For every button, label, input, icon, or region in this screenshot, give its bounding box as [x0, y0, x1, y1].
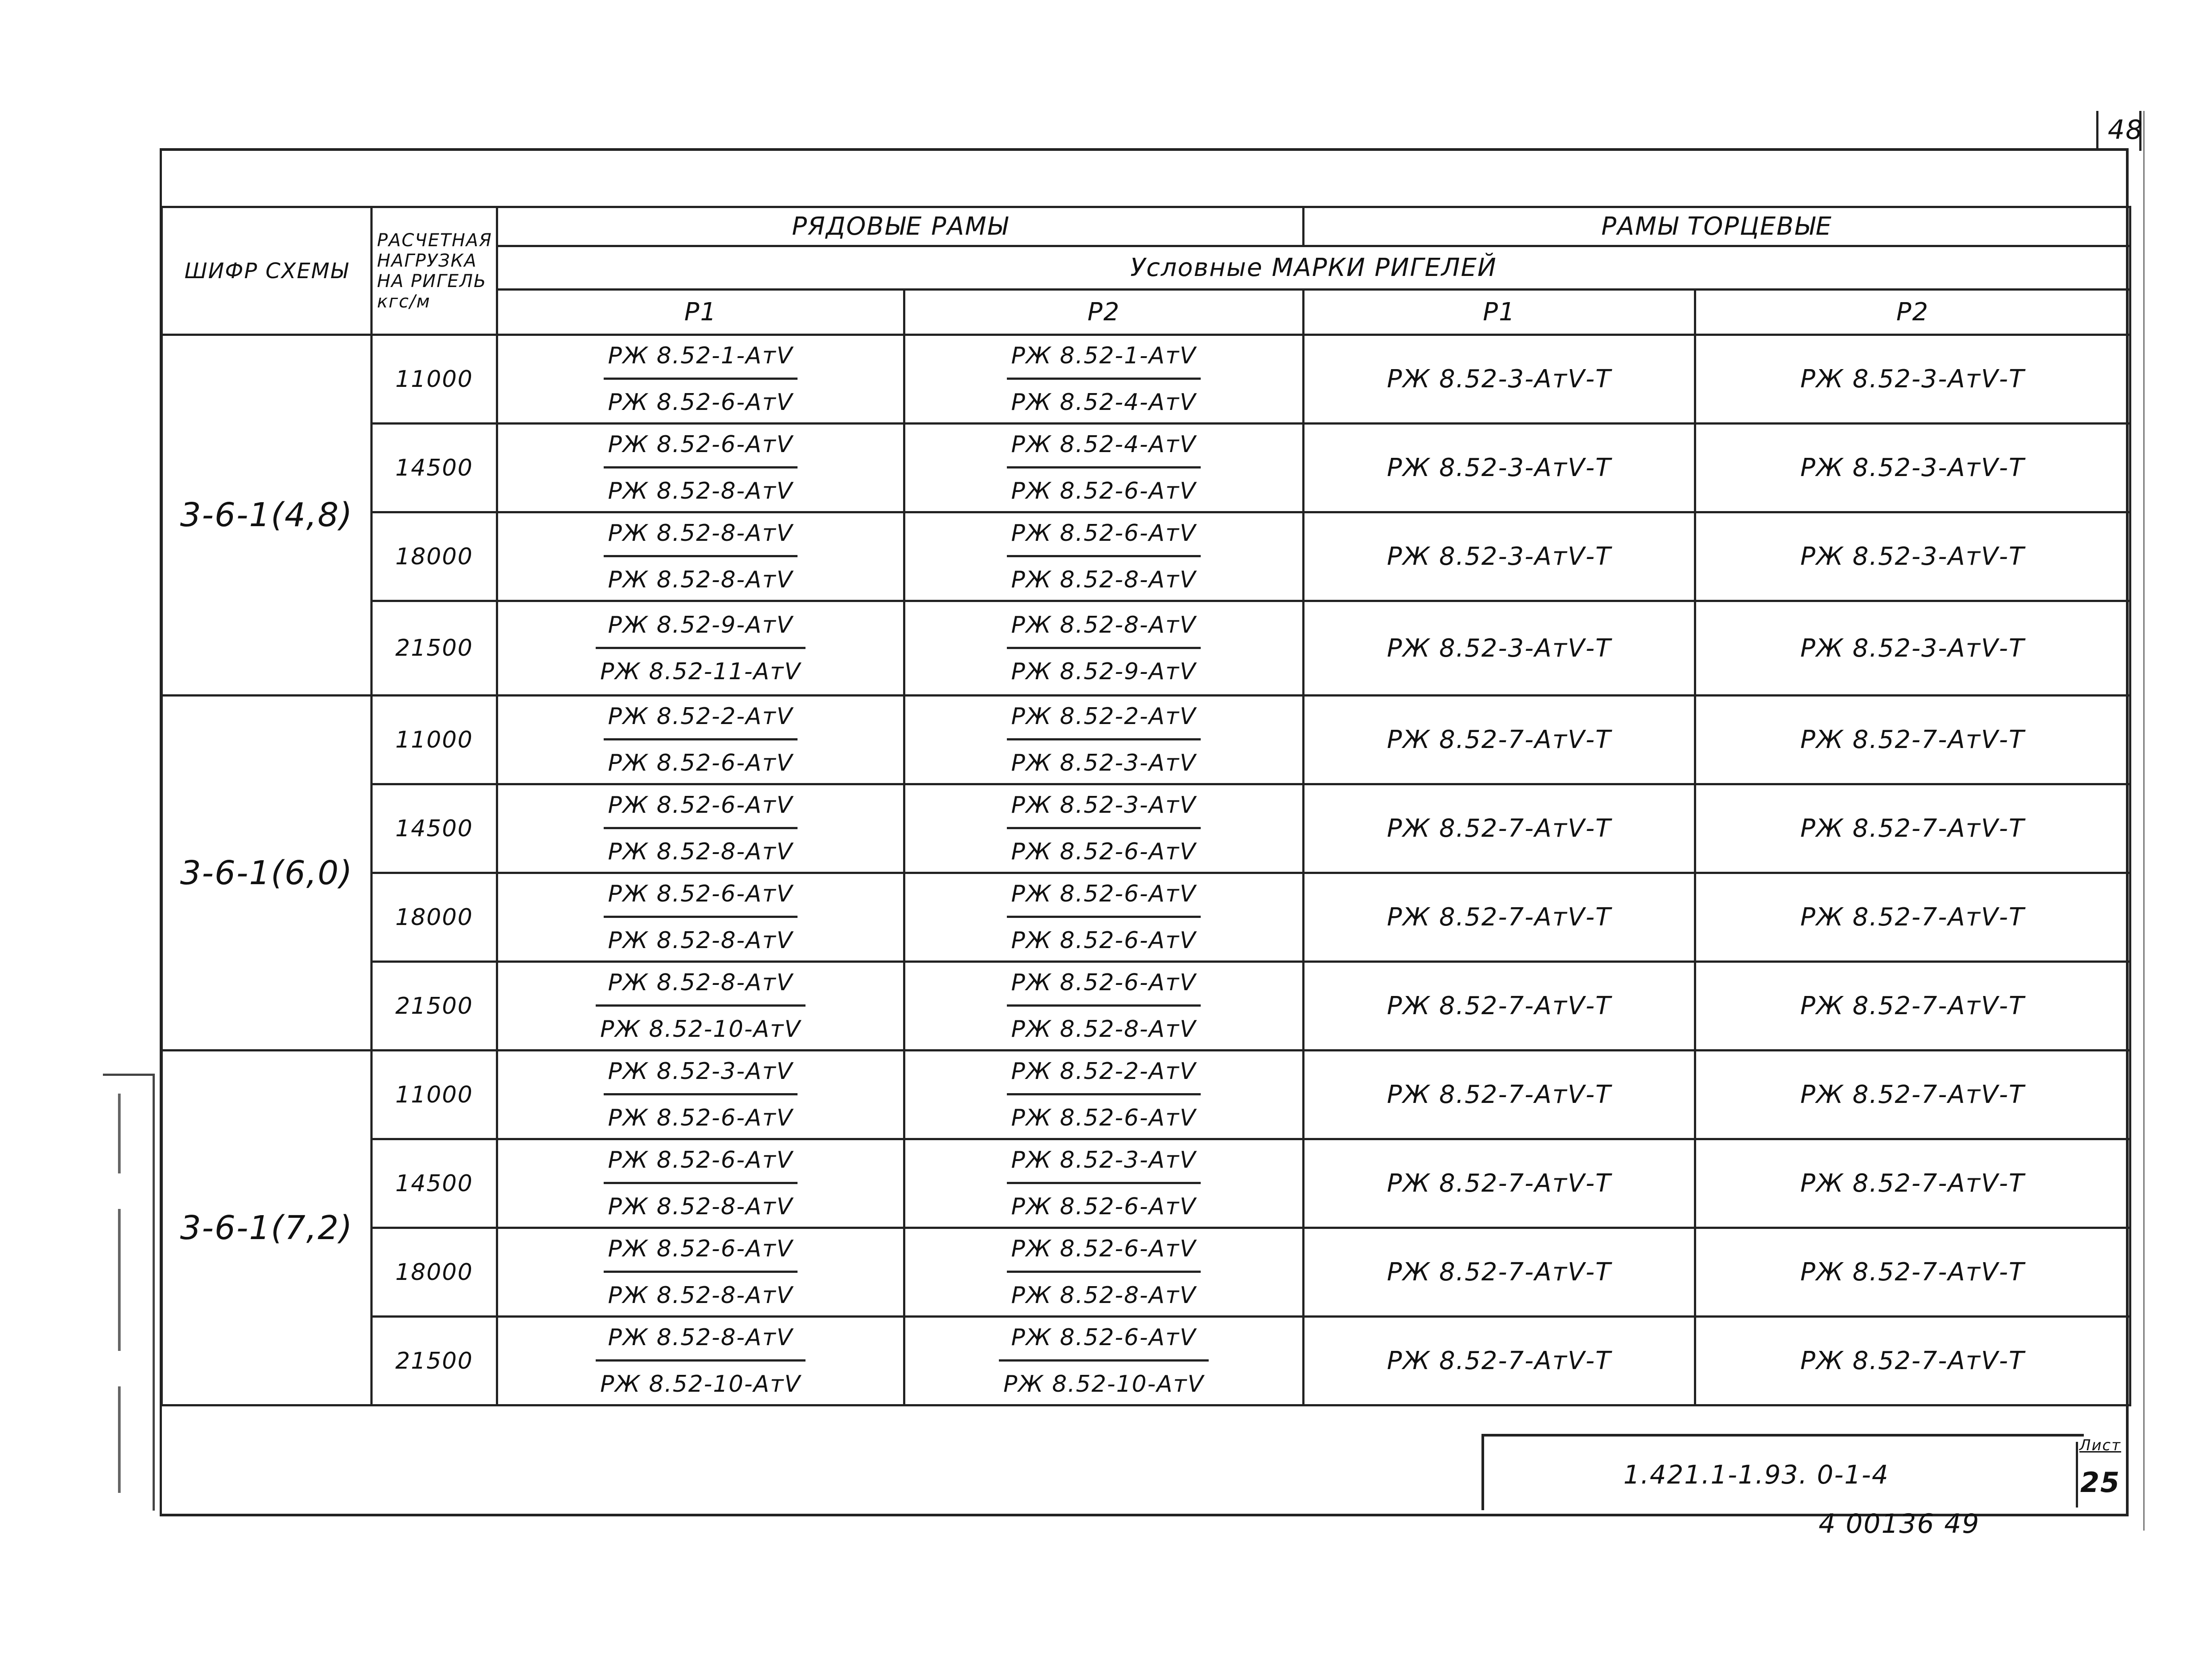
load-cell: 14500 [372, 1139, 497, 1228]
table-row [162, 512, 2130, 601]
girder-mark: РЖ 8.52-3-АтⅤ [1007, 785, 1201, 829]
girder-mark: РЖ 8.52-6-АтⅤ [1007, 1229, 1201, 1273]
load-cell: 11000 [372, 1051, 497, 1139]
row-p1-cell [497, 1139, 904, 1228]
load-cell: 21500 [372, 601, 497, 696]
girder-mark: РЖ 8.52-2-АтⅤ [1007, 1051, 1201, 1095]
page-edge-line [2143, 111, 2145, 1531]
girder-mark: РЖ 8.52-1-АтⅤ [1007, 336, 1201, 380]
load-cell: 18000 [372, 512, 497, 601]
girder-mark: РЖ 8.52-8-АтⅤ [1007, 605, 1201, 649]
end-p2-cell: РЖ 8.52-7-АтⅤ-Т [1695, 1317, 2130, 1405]
table-row [162, 1139, 2130, 1228]
girder-mark: РЖ 8.52-6-АтⅤ [1007, 874, 1201, 918]
end-p2-cell: РЖ 8.52-3-АтⅤ-Т [1695, 335, 2130, 424]
row-p2-cell [904, 1228, 1304, 1317]
end-p2-cell: РЖ 8.52-7-АтⅤ-Т [1695, 696, 2130, 784]
scheme-cell: 3-6-1(4,8) [162, 335, 372, 696]
row-p2-cell [904, 696, 1304, 784]
girder-mark: РЖ 8.52-1-АтⅤ [604, 336, 798, 380]
row-p2-cell [904, 962, 1304, 1051]
girder-mark: РЖ 8.52-6-АтⅤ [1011, 1193, 1197, 1220]
row-p2-cell [904, 1317, 1304, 1405]
girder-mark: РЖ 8.52-6-АтⅤ [604, 1140, 798, 1184]
girder-mark: РЖ 8.52-3-АтⅤ [604, 1051, 798, 1095]
end-p1-cell: РЖ 8.52-3-АтⅤ-Т [1304, 512, 1695, 601]
row-p1-cell [497, 424, 904, 512]
table-row [162, 424, 2130, 512]
header-col-p1-end: Р1 [1304, 290, 1695, 335]
end-p1-cell: РЖ 8.52-7-АтⅤ-Т [1304, 1051, 1695, 1139]
girder-mark: РЖ 8.52-6-АтⅤ [608, 750, 794, 776]
document-code: 1.421.1-1.93. 0-1-4 [1623, 1460, 1889, 1490]
girder-mark: РЖ 8.52-8-АтⅤ [596, 963, 805, 1007]
girder-mark: РЖ 8.52-6-АтⅤ [604, 1229, 798, 1273]
girder-mark: РЖ 8.52-6-АтⅤ [604, 425, 798, 468]
row-p2-cell [904, 335, 1304, 424]
end-p2-cell: РЖ 8.52-3-АтⅤ-Т [1695, 424, 2130, 512]
end-p1-cell: РЖ 8.52-7-АтⅤ-Т [1304, 962, 1695, 1051]
row-p1-cell [497, 601, 904, 696]
page-number: 48 [2108, 114, 2144, 146]
girder-mark: РЖ 8.52-4-АтⅤ [1007, 425, 1201, 468]
inventory-number: 4 00136 49 [1819, 1508, 1980, 1539]
girder-mark: РЖ 8.52-6-АтⅤ [1011, 927, 1197, 954]
end-p1-cell: РЖ 8.52-3-АтⅤ-Т [1304, 335, 1695, 424]
girder-mark: РЖ 8.52-8-АтⅤ [596, 1318, 805, 1362]
row-p1-cell [497, 873, 904, 962]
girder-mark: РЖ 8.52-6-АтⅤ [604, 785, 798, 829]
girder-mark: РЖ 8.52-3-АтⅤ [1011, 750, 1197, 776]
girder-mark: РЖ 8.52-8-АтⅤ [608, 927, 794, 954]
load-cell: 14500 [372, 424, 497, 512]
girder-mark: РЖ 8.52-2-АтⅤ [1007, 697, 1201, 740]
end-p2-cell: РЖ 8.52-3-АтⅤ-Т [1695, 512, 2130, 601]
row-p1-cell [497, 1317, 904, 1405]
row-p1-cell [497, 512, 904, 601]
girder-mark: РЖ 8.52-8-АтⅤ [1011, 567, 1197, 593]
load-cell: 14500 [372, 784, 497, 873]
girder-mark: РЖ 8.52-8-АтⅤ [608, 478, 794, 504]
end-p2-cell: РЖ 8.52-7-АтⅤ-Т [1695, 1228, 2130, 1317]
table-row [162, 1051, 2130, 1139]
table-row [162, 601, 2130, 696]
girder-mark: РЖ 8.52-4-АтⅤ [1011, 389, 1197, 416]
girder-mark: РЖ 8.52-8-АтⅤ [1011, 1282, 1197, 1309]
header-col-p1-row: Р1 [497, 290, 904, 335]
header-scheme: ШИФР СХЕМЫ [162, 207, 372, 335]
header-marks: Условные МАРКИ РИГЕЛЕЙ [497, 246, 2130, 290]
girder-mark: РЖ 8.52-6-АтⅤ [608, 389, 794, 416]
scheme-cell: 3-6-1(7,2) [162, 1051, 372, 1405]
strip-mark [118, 1094, 121, 1173]
row-p1-cell [497, 784, 904, 873]
row-p1-cell [497, 962, 904, 1051]
row-p2-cell [904, 424, 1304, 512]
row-p1-cell [497, 1051, 904, 1139]
end-p2-cell: РЖ 8.52-7-АтⅤ-Т [1695, 962, 2130, 1051]
load-cell: 11000 [372, 696, 497, 784]
row-p1-cell [497, 335, 904, 424]
strip-mark [118, 1386, 121, 1493]
table-row [162, 784, 2130, 873]
header-col-p2-row: Р2 [904, 290, 1304, 335]
scheme-cell: 3-6-1(6,0) [162, 696, 372, 1051]
girder-mark: РЖ 8.52-9-АтⅤ [1011, 658, 1197, 685]
table-row [162, 335, 2130, 424]
end-p1-cell: РЖ 8.52-7-АтⅤ-Т [1304, 1139, 1695, 1228]
binding-strip [103, 1074, 155, 1511]
load-cell: 18000 [372, 1228, 497, 1317]
girder-mark: РЖ 8.52-6-АтⅤ [999, 1318, 1209, 1362]
header-col-p2-end: Р2 [1695, 290, 2130, 335]
load-cell: 18000 [372, 873, 497, 962]
end-p2-cell: РЖ 8.52-3-АтⅤ-Т [1695, 601, 2130, 696]
girder-mark: РЖ 8.52-10-АтⅤ [1003, 1371, 1204, 1397]
end-p2-cell: РЖ 8.52-7-АтⅤ-Т [1695, 873, 2130, 962]
end-p1-cell: РЖ 8.52-7-АтⅤ-Т [1304, 784, 1695, 873]
end-p1-cell: РЖ 8.52-3-АтⅤ-Т [1304, 424, 1695, 512]
load-cell: 21500 [372, 962, 497, 1051]
row-p1-cell [497, 696, 904, 784]
load-cell: 21500 [372, 1317, 497, 1405]
strip-mark [118, 1209, 121, 1351]
girder-mark: РЖ 8.52-10-АтⅤ [600, 1016, 801, 1043]
girder-mark: РЖ 8.52-8-АтⅤ [1011, 1016, 1197, 1043]
girder-mark: РЖ 8.52-8-АтⅤ [608, 567, 794, 593]
row-p2-cell [904, 512, 1304, 601]
girder-mark: РЖ 8.52-6-АтⅤ [1011, 1105, 1197, 1131]
table-row [162, 873, 2130, 962]
row-p2-cell [904, 1051, 1304, 1139]
row-p1-cell [497, 1228, 904, 1317]
end-p1-cell: РЖ 8.52-3-АтⅤ-Т [1304, 601, 1695, 696]
end-p2-cell: РЖ 8.52-7-АтⅤ-Т [1695, 1051, 2130, 1139]
girder-mark: РЖ 8.52-8-АтⅤ [608, 1282, 794, 1309]
header-row-frames: РЯДОВЫЕ РАМЫ [497, 207, 1304, 246]
table-row [162, 1317, 2130, 1405]
girder-mark: РЖ 8.52-3-АтⅤ [1007, 1140, 1201, 1184]
girder-mark: РЖ 8.52-6-АтⅤ [1007, 513, 1201, 557]
girder-marks-table [161, 206, 2131, 1406]
header-end-frames: РАМЫ ТОРЦЕВЫЕ [1304, 207, 2130, 246]
girder-mark: РЖ 8.52-11-АтⅤ [600, 658, 801, 685]
sheet-number: 25 [2080, 1466, 2121, 1499]
end-p2-cell: РЖ 8.52-7-АтⅤ-Т [1695, 784, 2130, 873]
girder-mark: РЖ 8.52-6-АтⅤ [608, 1105, 794, 1131]
girder-mark: РЖ 8.52-6-АтⅤ [1011, 478, 1197, 504]
end-p1-cell: РЖ 8.52-7-АтⅤ-Т [1304, 696, 1695, 784]
girder-mark: РЖ 8.52-10-АтⅤ [600, 1371, 801, 1397]
girder-mark: РЖ 8.52-6-АтⅤ [604, 874, 798, 918]
end-p1-cell: РЖ 8.52-7-АтⅤ-Т [1304, 1228, 1695, 1317]
end-p1-cell: РЖ 8.52-7-АтⅤ-Т [1304, 873, 1695, 962]
girder-mark: РЖ 8.52-2-АтⅤ [604, 697, 798, 740]
load-cell: 11000 [372, 335, 497, 424]
girder-mark: РЖ 8.52-6-АтⅤ [1011, 838, 1197, 865]
header-load: РАСЧЕТНАЯ НАГРУЗКА НА РИГЕЛЬ кгс/м [372, 207, 497, 335]
sheet-label: Лист [2079, 1437, 2122, 1454]
end-p1-cell: РЖ 8.52-7-АтⅤ-Т [1304, 1317, 1695, 1405]
girder-mark: РЖ 8.52-8-АтⅤ [608, 1193, 794, 1220]
table-row [162, 696, 2130, 784]
row-p2-cell [904, 784, 1304, 873]
row-p2-cell [904, 1139, 1304, 1228]
girder-mark: РЖ 8.52-8-АтⅤ [608, 838, 794, 865]
row-p2-cell [904, 873, 1304, 962]
table-row [162, 962, 2130, 1051]
row-p2-cell [904, 601, 1304, 696]
end-p2-cell: РЖ 8.52-7-АтⅤ-Т [1695, 1139, 2130, 1228]
girder-mark: РЖ 8.52-6-АтⅤ [1007, 963, 1201, 1007]
table-row [162, 1228, 2130, 1317]
girder-mark: РЖ 8.52-8-АтⅤ [604, 513, 798, 557]
girder-mark: РЖ 8.52-9-АтⅤ [596, 605, 805, 649]
